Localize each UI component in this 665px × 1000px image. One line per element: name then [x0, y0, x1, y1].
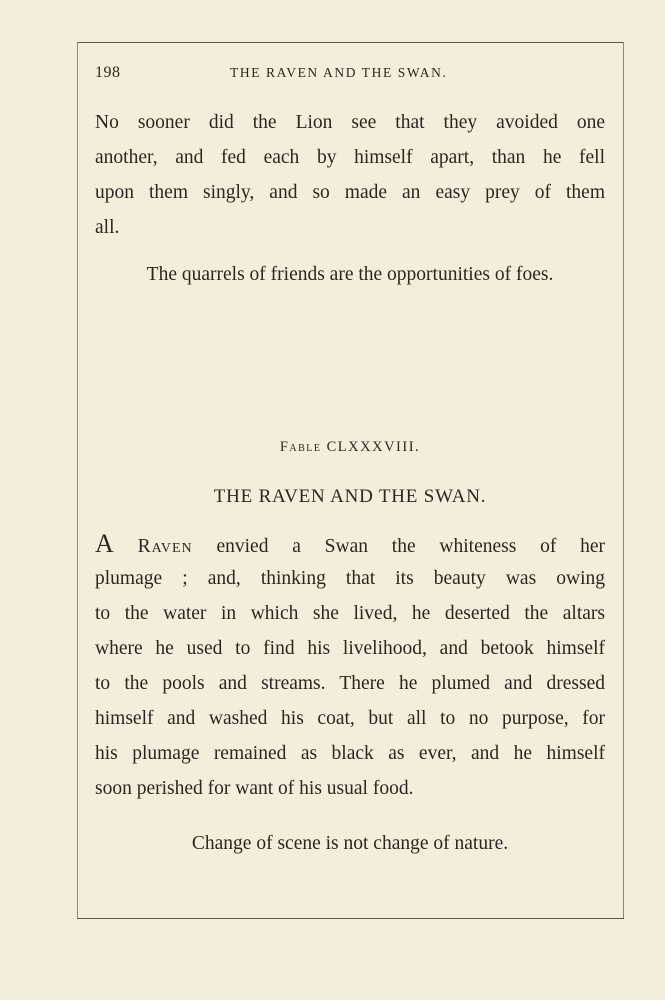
text-line: another, and fed each by himself apart, than he fell — [95, 147, 605, 168]
text-line: his plumage remained as black as ever, and he himself — [95, 743, 605, 764]
text-line: soon perished for want of his usual food. — [95, 778, 414, 799]
text-line: where he used to find his livelihood, and betook himself — [95, 638, 605, 659]
first-line — [95, 526, 605, 561]
page-header — [95, 64, 605, 88]
first-line-text: envied a Swan the whiteness of her — [216, 536, 606, 557]
text-line: No sooner did the Lion see that they avoided one — [95, 112, 605, 133]
text-line: all. — [95, 217, 120, 238]
page-border-top — [77, 42, 624, 43]
text-line: upon them singly, and so made an easy prey of them — [95, 182, 605, 203]
page-border-bottom — [77, 918, 624, 919]
fable-number: Fable CLXXXVIII. — [279, 439, 421, 455]
text-line: plumage ; and, thinking that its beauty was owing — [95, 568, 605, 589]
text-line: himself and washed his coat, but all to no purpose, for — [95, 708, 605, 729]
previous-fable-moral: The quarrels of friends are the opportunities of foes. — [146, 264, 554, 285]
page-border-right — [623, 42, 624, 918]
drop-initial: A — [95, 529, 114, 558]
running-head: THE RAVEN AND THE SWAN. — [230, 65, 448, 80]
text-line: to the water in which she lived, he deserted the altars — [95, 603, 605, 624]
page-number: 198 — [95, 64, 121, 81]
page-border-left — [77, 42, 78, 918]
text-line: to the pools and streams. There he plumed and dressed — [95, 673, 605, 694]
previous-fable-ending — [95, 105, 605, 245]
fable-title: THE RAVEN AND THE SWAN. — [213, 486, 487, 507]
fable-body — [95, 526, 605, 806]
fable-moral: Change of scene is not change of nature. — [191, 833, 509, 854]
small-caps-word: Raven — [137, 536, 193, 557]
